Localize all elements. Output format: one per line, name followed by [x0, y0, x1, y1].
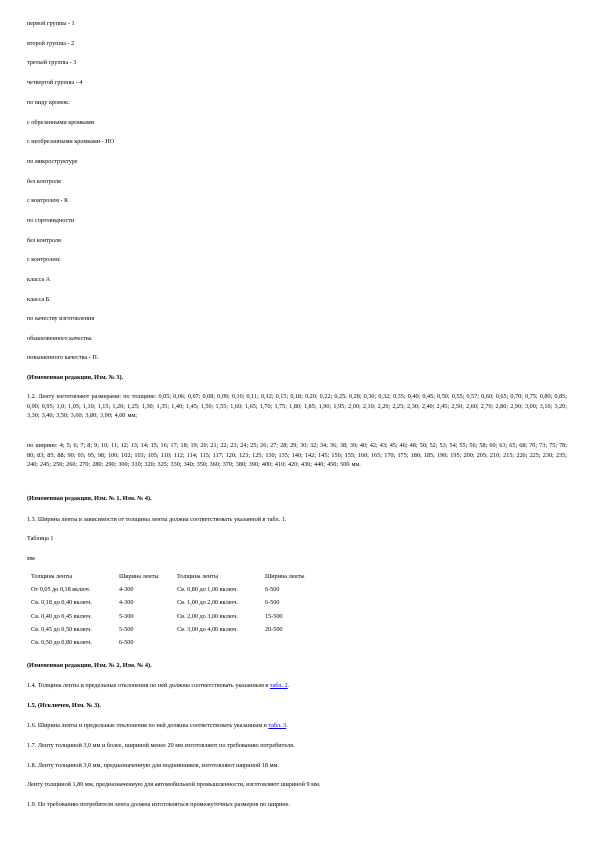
table-cell: Св. 0,45 до 0,50 включ.	[31, 625, 92, 633]
table-cell: Св. 2,00 до 3,00 включ.	[177, 612, 238, 620]
list-item: с контролем - К	[27, 197, 69, 204]
table-row	[31, 639, 337, 652]
paragraph-1-6	[27, 722, 288, 730]
list-item: по сортовидности	[27, 217, 75, 224]
paragraph-1-9: 1.9. По требованию потребителя лента должна изготовляться промежуточных размеров по ширине.	[27, 801, 290, 808]
table-header-cell: Толщина ленты	[31, 573, 73, 580]
table-unit: мм	[27, 555, 35, 562]
list-item: без контроля	[27, 178, 61, 185]
table-cell: 15-500	[265, 612, 283, 620]
table-cell: От 0,05 до 0,18 включ.	[31, 586, 91, 594]
table-3-link[interactable]: табл. 3	[268, 722, 287, 729]
paragraph-1-8-note: Ленту толщиной 1,80 мм, предназначенную для автомобильной промышленности, изготовляют шириной 9 мм.	[27, 781, 321, 788]
table-cell: Св. 1,00 до 2,00 включ.	[177, 599, 238, 607]
paragraph-end: .	[286, 722, 288, 729]
table-cell: 5-500	[119, 625, 134, 633]
table-header-row	[31, 573, 337, 586]
paragraph-1-4	[27, 682, 289, 690]
table-row	[31, 613, 337, 626]
amendment-note: (Измененная редакция, Изм. № 1, Изм. № 4).	[27, 495, 152, 502]
list-item: по микроструктуре	[27, 158, 78, 165]
table-cell: Св. 0,50 до 0,80 включ.	[31, 638, 92, 646]
paragraph-1-5: 1.5. (Исключен, Изм. № 3).	[27, 702, 101, 709]
table-cell: 6-500	[265, 599, 280, 607]
paragraph-1-7: 1.7. Ленту толщиной 3,0 мм и более, шириной менее 20 мм изготовляют по требованию потребителя.	[27, 742, 295, 749]
table-1	[31, 573, 337, 652]
paragraph-text: 1.4. Толщина ленты и предельные отклонения по ней должны соответствовать указанным в	[27, 682, 269, 689]
table-cell: Св. 3,00 до 4,00 включ.	[177, 625, 238, 633]
list-item: с обрезанными кромками	[27, 119, 95, 126]
list-item: класса Б.	[27, 296, 51, 303]
table-cell: 5-300	[119, 612, 134, 620]
list-item: четвертой группы - 4	[27, 79, 83, 86]
table-2-link[interactable]: табл. 2	[269, 682, 288, 689]
list-item: с контролем:	[27, 256, 61, 263]
list-item: повышенного качества - П.	[27, 354, 99, 361]
table-header-cell: Ширина ленты	[119, 573, 159, 580]
list-item: по качеству изготовления	[27, 315, 95, 322]
paragraph-1-8: 1.8. Ленту толщиной 3,0 мм, предназначенную для подшипников, изготовляют шириной 18 мм.	[27, 762, 279, 769]
paragraph-1-2: 1.2. Ленту изготовляют размерами: по толщине: 0,05; 0,06; 0,07; 0,08; 0,09; 0,10; 0,11; 0,12; 0,15; 0,18; 0,20; 0,22; 0,25; 0,28; 0,30; 0,32; 0,35; 0,40; 0,45; 0,50; 0,55; 0,57; 0,60; 0,65; 0,70; 0,75; 0,80; 0,85; 0,90; 0,95; 1,0; 1,05; 1,10; 1,15; 1,20; 1,25; 1,30; 1,35; 1,40; 1,45; 1,50; 1,55; 1,60; 1,65; 1,70; 1,75; 1,80; 1,85; 1,90; 1,95; 2,00; 2,10; 2,20; 2,25; 2,30; 2,40; 2,45; 2,50; 2,60; 2,70; 2,80; 2,90; 3,00; 3,10; 3,20; 3,30; 3,40; 3,50; 3,60; 3,80; 3,90; 4,00 мм;	[27, 393, 567, 419]
table-row	[31, 586, 337, 599]
list-item: с необрезанными кромками - НО	[27, 138, 115, 145]
amendment-note: (Измененная редакция, Изм. № 2, Изм. № 4).	[27, 662, 152, 669]
list-item: по виду кромок:	[27, 99, 70, 106]
paragraph-1-3: 1.3. Ширина ленты в зависимости от толщины ленты должна соответствовать указанной в табл. 1.	[27, 516, 287, 523]
table-header-cell: Толщина ленты	[177, 573, 219, 580]
table-cell: Св. 0,40 до 0,45 включ.	[31, 612, 92, 620]
table-row	[31, 626, 337, 639]
paragraph-1-2-width: по ширине: 4; 5; 6; 7; 8; 9; 10; 11; 12; 13; 14; 15; 16; 17; 18; 19; 20; 21; 22; 23; 24; 25; 26; 27; 28; 29; 30; 32; 34; 36; 38; 39; 40; 42; 43; 45; 46; 48; 50; 52; 53; 54; 55; 56; 58; 60; 63; 65; 68; 70; 73; 75; 78; 80; 83; 85; 88; 90; 93; 95; 98; 100; 102; 103; 105; 110; 112; 114; 115; 117; 120; 123; 125; 130; 135; 140; 142; 145; 150; 155; 160; 165; 170; 175; 180; 185; 190; 195; 200; 205; 210; 215; 220; 225; 230; 235; 240; 245; 250; 260; 270; 280; 290; 300; 310; 320; 325; 330; 340; 350; 360; 370; 380; 390; 400; 410; 420; 430; 440; 450; 500 мм.	[27, 442, 567, 468]
table-cell: 6-500	[265, 586, 280, 594]
table-cell	[177, 639, 265, 652]
paragraph-end: .	[287, 682, 290, 689]
table-cell: 20-500	[265, 625, 283, 633]
list-item: третьей группы - 3	[27, 59, 77, 66]
table-cell	[265, 639, 337, 652]
amendment-note: (Измененная редакция, Изм. № 3).	[27, 374, 124, 381]
list-item: первой группы - 1	[27, 20, 75, 27]
list-item: без контроля	[27, 237, 61, 244]
table-cell: Св. 0,18 до 0,40 включ.	[31, 599, 92, 607]
list-item: второй группы - 2	[27, 40, 75, 47]
table-cell: 6-500	[119, 638, 134, 646]
table-row	[31, 599, 337, 612]
table-cell: 4-300	[119, 586, 134, 594]
table-cell: Св. 0,80 до 1,00 включ.	[177, 586, 238, 594]
list-item: класса А	[27, 276, 51, 283]
table-cell: 4-300	[119, 599, 134, 607]
paragraph-text: 1.6. Ширина ленты и предельные отклонения по ней должны соответствовать указанным в	[27, 722, 267, 729]
table-header-cell: Ширина ленты	[265, 573, 305, 580]
list-item: обыкновенного качества	[27, 335, 92, 342]
table-title: Таблица 1	[27, 535, 54, 542]
